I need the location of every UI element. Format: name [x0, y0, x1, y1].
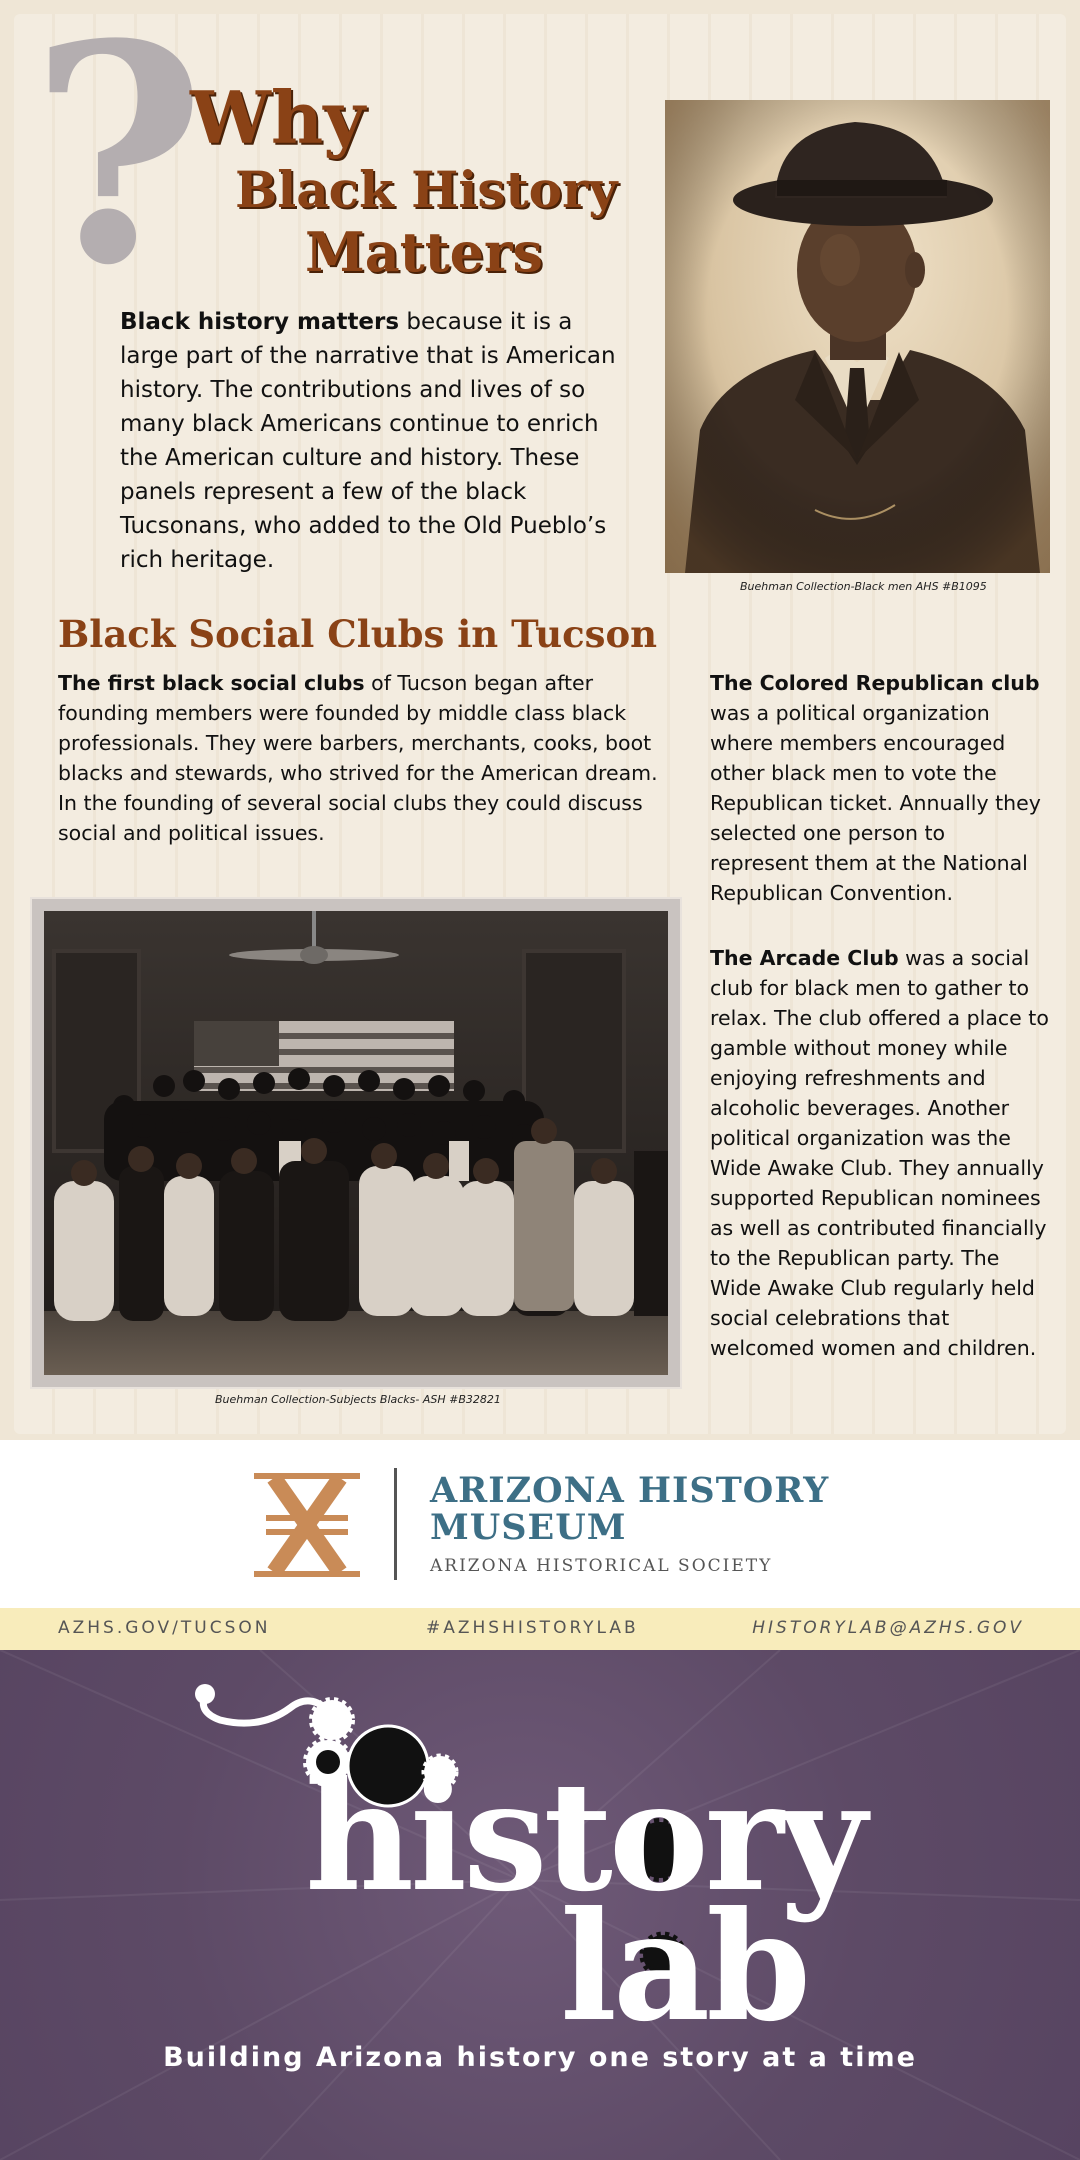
museum-x-logo-icon [252, 1470, 362, 1580]
first-clubs-paragraph [58, 668, 658, 848]
group-photo [44, 911, 668, 1375]
history-lab-section [0, 1650, 1080, 2160]
group-photo-illustration [44, 911, 668, 1375]
intro-text: because it is a large part of the narrative that is American history. The contributions and lives of so many black Americans continue to enrich the American culture and history. These panels represent a few of the black Tucsonans, who added to the Old Pueblo’s rich heritage. [120, 309, 616, 573]
colored-republican-paragraph [710, 668, 1050, 908]
title-matters: Matters [305, 220, 543, 284]
group-photo-frame [30, 897, 682, 1389]
title-why: Why [190, 75, 366, 160]
arcade-club-bold: The Arcade Club [710, 946, 899, 970]
first-clubs-bold: The first black social clubs [58, 671, 365, 695]
section-title: Black Social Clubs in Tucson [58, 612, 658, 656]
museum-name: ARIZONA HISTORY MUSEUM [430, 1470, 830, 1548]
first-clubs-text: of Tucson began after founding members were founded by middle class black professionals. They were barbers, merchants, cooks, boot blacks and stewards, who strived for the American dream. In the founding of several social clubs they could discuss social and political issues. [58, 671, 658, 845]
museum-divider [394, 1468, 397, 1580]
title-black-history: Black History [235, 160, 618, 219]
intro-bold: Black history matters [120, 309, 400, 335]
colored-republican-text: was a political organization where members encouraged other black men to vote the Republican ticket. Annually they selected one person to represent them at the National Republican Convention. [710, 701, 1041, 905]
info-bar [0, 1608, 1080, 1650]
portrait-caption: Buehman Collection-Black men AHS #B1095 [740, 580, 987, 593]
colored-republican-bold: The Colored Republican club [710, 671, 1040, 695]
history-lab-word-history: history [305, 1749, 864, 1925]
museum-band [0, 1440, 1080, 1608]
arcade-club-paragraph [710, 943, 1050, 1363]
arcade-club-text: was a social club for black men to gather to relax. The club offered a place to gamble without money while enjoying refreshments and alcoholic beverages. Another political organization was the Wide Awake Club. They annually supported Republican nominees as well as contributed financially to the Republican party. The Wide Awake Club regularly held social celebrations that welcomed women and children. [710, 946, 1049, 1360]
hashtag: #AZHSHISTORYLAB [426, 1618, 639, 1638]
history-lab-word-lab: lab [560, 1879, 808, 2055]
history-lab-tagline: Building Arizona history one story at a time [163, 2042, 917, 2073]
intro-paragraph [120, 305, 620, 577]
museum-subtitle: ARIZONA HISTORICAL SOCIETY [430, 1556, 773, 1576]
portrait-illustration [665, 100, 1050, 573]
group-photo-caption: Buehman Collection-Subjects Blacks- ASH #B32821 [215, 1393, 501, 1406]
portrait-photo [665, 100, 1050, 573]
email-link[interactable]: HISTORYLAB@AZHS.GOV [752, 1618, 1024, 1638]
website-link[interactable]: AZHS.GOV/TUCSON [58, 1618, 271, 1638]
question-mark-graphic: ? [30, 0, 206, 331]
